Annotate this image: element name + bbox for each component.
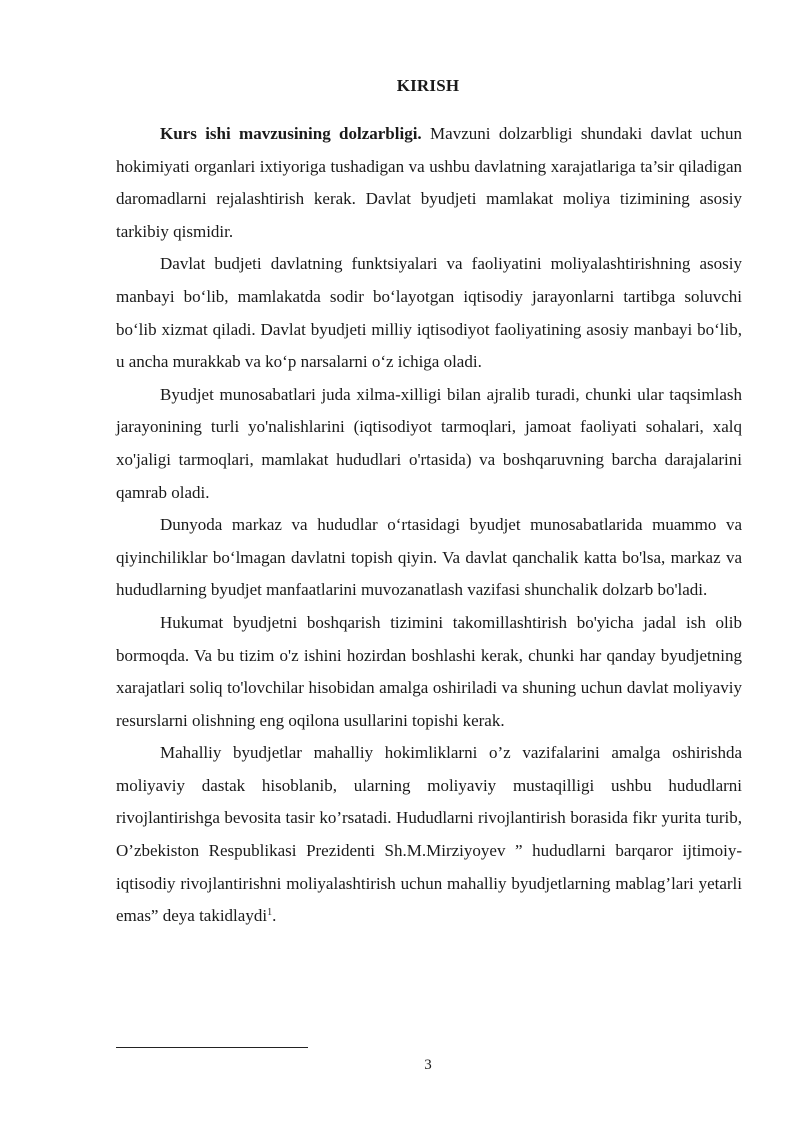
paragraph-5: Hukumat byudjetni boshqarish tizimini takomillashtirish bo'yicha jadal ish olib bormoqda. Va bu tizim o'z ishini hozirdan boshlashi kerak, chunki har qanday byudjetning xarajatlari soliq to'lovchilar hisobidan amalga oshiriladi va shuning uchun davlat moliyaviy resurslarni olishning eng oqilona usullarini topishi kerak. xyxy=(116,612,742,730)
paragraph-2: Davlat budjeti davlatning funktsiyalari va faoliyatini moliyalashtirishning asosiy manbayi bo‘lib, mamlakatda sodir bo‘layotgan iqtisodiy jarayonlarni tartibga soluvchi bo‘lib xizmat qiladi. Davlat byudjeti milliy iqtisodiyot faoliyatining asosiy manbayi bo‘lib, u ancha murakkab va ko‘p narsalarni o‘z ichiga oladi. xyxy=(116,254,742,372)
paragraph-1 xyxy=(116,118,742,248)
paragraph-6 xyxy=(116,737,742,933)
paragraph-tail: . xyxy=(272,906,277,926)
paragraph-text: Mahalliy byudjetlar mahalliy hokimliklarni o’z vazifalarini amalga oshirishda moliyaviy dastak hisoblanib, ularning moliyaviy mustaqilligi ushbu hududlarni rivojlantirishga bevosita tasir ko’rsatadi. Hududlarni rivojlantirish borasida fikr yurita turib, O’zbekiston Respublikasi Prezidenti Sh.M.Mirziyoyev ” hududlarni barqaror ijtimoiy-iqtisodiy rivojlantirishni moliyalashtirish uchun mahalliy byudjetlarning mablag’lari yetarli emas” deya takidlaydi xyxy=(116,743,742,926)
paragraph-4: Dunyoda markaz va hududlar o‘rtasidagi byudjet munosabatlarida muammo va qiyinchiliklar bo‘lmagan davlatni topish qiyin. Va davlat qanchalik katta bo'lsa, markaz va hududlarning byudjet manfaatlarini muvozanatlash vazifasi shunchalik dolzarb bo'ladi. xyxy=(116,515,742,600)
footnote-reference[interactable]: 1 xyxy=(267,907,273,919)
paragraph-text: Mavzuni dolzarbligi shundaki davlat uchun hokimiyati organlari ixtiyoriga tushadigan va ushbu davlatning xarajatlariga ta’sir qiladigan daromadlarni rejalashtirish kerak. Davlat byudjeti mamlakat moliya tizimining asosiy tarkibiy qismidir. xyxy=(116,124,742,241)
paragraph-lead: Kurs ishi mavzusining dolzarbligi. xyxy=(160,124,422,143)
paragraph-3: Byudjet munosabatlari juda xilma-xilligi bilan ajralib turadi, chunki ular taqsimlash jarayonining turli yo'nalishlarini (iqtisodiyot tarmoqlari, jamoat faoliyati sohalari, xalq xo'jaligi tarmoqlari, mamlakat hududlari o'rtasida) va boshqaruvning barcha darajalarini qamrab oladi. xyxy=(116,384,742,502)
page-heading: KIRISH xyxy=(396,76,460,95)
body-text xyxy=(116,118,742,933)
footnote-separator xyxy=(116,1047,308,1048)
page-number: 3 xyxy=(424,1057,432,1073)
